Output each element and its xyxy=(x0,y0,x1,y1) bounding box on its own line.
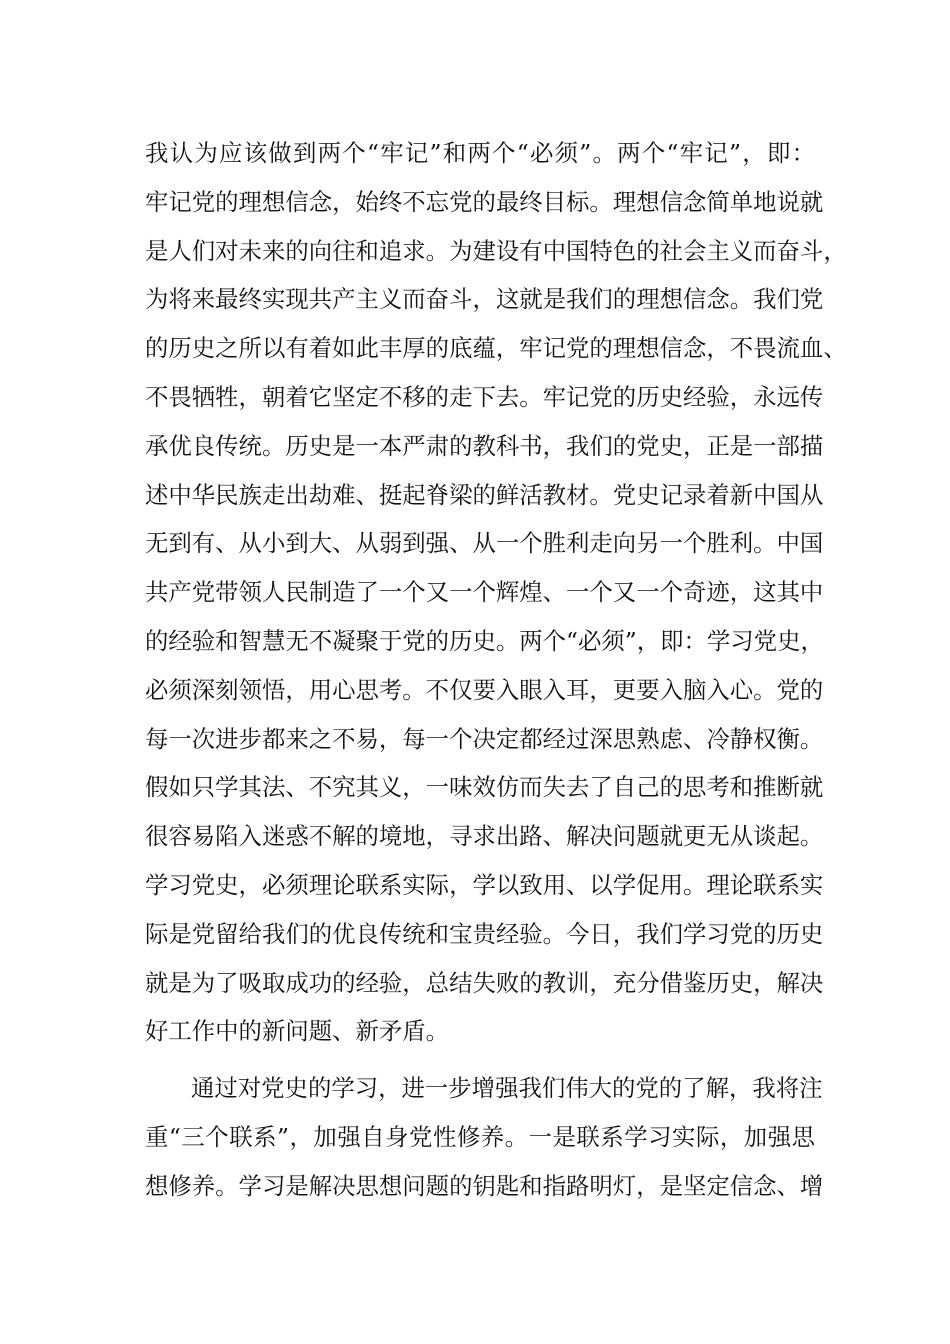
text-line: 承优良传统。历史是一本严肃的教科书，我们的党史，正是一部描 xyxy=(145,431,824,460)
text-line: 我认为应该做到两个“牢记”和两个“必须”。两个“牢记”，即： xyxy=(145,139,815,167)
body-text xyxy=(145,129,847,1211)
text-line: 际是党留给我们的优良传统和宝贵经验。今日，我们学习党的历史 xyxy=(145,919,824,948)
text-line: 无到有、从小到大、从弱到强、从一个胜利走向另一个胜利。中国 xyxy=(145,529,824,558)
text-line: 学习党史，必须理论联系实际，学以致用、以学促用。理论联系实 xyxy=(145,870,824,899)
text-line: 通过对党史的学习，进一步增强我们伟大的党的了解，我将注 xyxy=(191,1074,823,1103)
text-line: 述中华民族走出劫难、挺起脊梁的鲜活教材。党史记录着新中国从 xyxy=(145,480,824,509)
text-line: 假如只学其法、不究其义，一味效仿而失去了自己的思考和推断就 xyxy=(145,773,824,802)
text-line: 每一次进步都来之不易，每一个决定都经过深思熟虑、冷静权衡。 xyxy=(145,724,824,753)
text-line: 是人们对未来的向往和追求。为建设有中国特色的社会主义而奋斗， xyxy=(145,236,847,265)
paragraph-1 xyxy=(145,129,847,1056)
text-line: 的历史之所以有着如此丰厚的底蕴，牢记党的理想信念，不畏流血、 xyxy=(145,334,847,363)
paragraph-gap xyxy=(145,1056,815,1064)
text-line: 好工作中的新问题、新矛盾。 xyxy=(145,1017,450,1046)
text-line: 的经验和智慧无不凝聚于党的历史。两个“必须”，即：学习党史， xyxy=(145,626,824,655)
text-line: 就是为了吸取成功的经验，总结失败的教训，充分借鉴历史，解决 xyxy=(145,968,824,997)
text-line: 不畏牺牲，朝着它坚定不移的走下去。牢记党的历史经验，永远传 xyxy=(145,382,824,411)
text-line: 很容易陷入迷惑不解的境地，寻求出路、解决问题就更无从谈起。 xyxy=(145,822,824,851)
text-line: 共产党带领人民制造了一个又一个辉煌、一个又一个奇迹，这其中 xyxy=(145,578,824,607)
text-line: 想修养。学习是解决思想问题的钥匙和指路明灯，是坚定信念、增 xyxy=(145,1171,824,1200)
text-line: 必须深刻领悟，用心思考。不仅要入眼入耳，更要入脑入心。党的 xyxy=(145,675,824,704)
text-line: 重“三个联系”，加强自身党性修养。一是联系学习实际，加强思 xyxy=(145,1122,815,1151)
paragraph-2 xyxy=(145,1064,824,1210)
text-line: 牢记党的理想信念，始终不忘党的最终目标。理想信念简单地说就 xyxy=(145,187,824,216)
text-line: 为将来最终实现共产主义而奋斗，这就是我们的理想信念。我们党 xyxy=(145,285,824,314)
